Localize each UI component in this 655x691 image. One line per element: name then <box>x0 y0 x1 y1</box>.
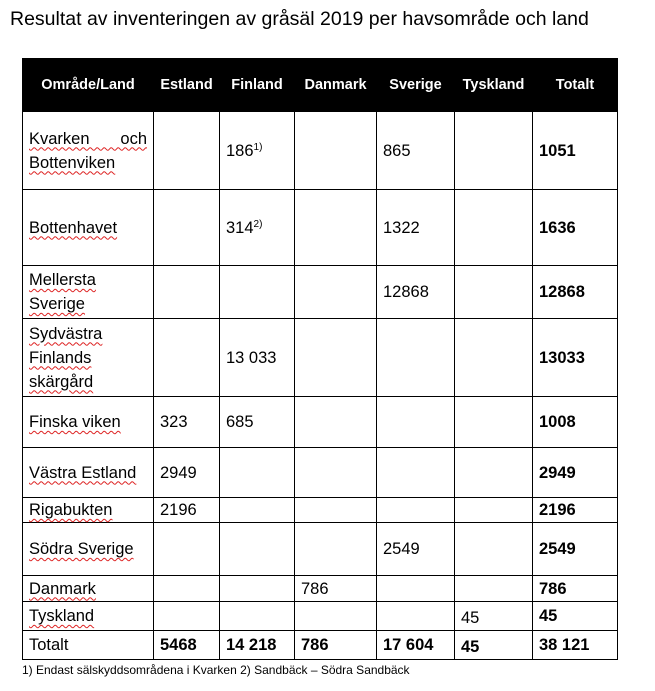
table-row <box>23 448 618 498</box>
page-title: Resultat av inventeringen av gråsäl 2019 per havsområde och land <box>10 8 589 30</box>
region-label: Bottenhavet <box>29 218 118 237</box>
estland-cell: 323 <box>154 397 220 448</box>
sverige-cell <box>377 397 455 448</box>
danmark-cell <box>295 190 377 266</box>
header-cell: Danmark <box>295 59 377 112</box>
sverige-cell: 2549 <box>377 523 455 576</box>
header-row <box>23 59 618 112</box>
sverige-cell <box>377 448 455 498</box>
estland-cell <box>154 523 220 576</box>
table-row <box>23 397 618 448</box>
tyskland-cell <box>455 319 533 397</box>
region-label: Mellersta Sverige <box>29 271 96 313</box>
danmark-cell <box>295 448 377 498</box>
footnote: 1) Endast sälskyddsområdena i Kvarken 2) Sandbäck – Södra Sandbäck <box>22 663 410 677</box>
table-row <box>23 498 618 523</box>
total-cell: 45 <box>533 602 618 631</box>
region-label: Södra Sverige <box>29 540 134 558</box>
finland-cell <box>220 523 295 576</box>
finland-cell: 13 033 <box>220 319 295 397</box>
total-cell: 13033 <box>533 319 618 397</box>
total-row <box>23 631 618 660</box>
finland-cell <box>220 576 295 602</box>
finland-cell <box>220 448 295 498</box>
region-label: Västra Estland <box>29 463 137 482</box>
danmark-cell: 786 <box>295 576 377 602</box>
finland-cell: 685 <box>220 397 295 448</box>
estland-cell: 2196 <box>154 498 220 523</box>
total-cell: 2196 <box>533 498 618 523</box>
sverige-cell <box>377 602 455 631</box>
region-cell <box>23 112 154 190</box>
region-label: Kvarken och Bottenviken <box>29 129 147 172</box>
region-cell <box>23 319 154 397</box>
total-cell: 1051 <box>533 112 618 190</box>
table-row <box>23 319 618 397</box>
sverige-cell: 12868 <box>377 266 455 319</box>
sverige-cell: 865 <box>377 112 455 190</box>
region-label: Danmark <box>29 579 96 598</box>
table-row <box>23 190 618 266</box>
table-row <box>23 266 618 319</box>
estland-cell <box>154 266 220 319</box>
estland-cell <box>154 112 220 190</box>
header-cell: Totalt <box>533 59 618 112</box>
table-row <box>23 523 618 576</box>
region-label: Sydvästra Finlands skärgård <box>29 324 103 391</box>
footnote-marker: 1) <box>253 141 263 153</box>
finland-cell <box>220 266 295 319</box>
finland-value: 186 <box>226 141 254 160</box>
total-cell: 1008 <box>533 397 618 448</box>
grand-total: 38 121 <box>533 631 618 660</box>
total-cell: 12868 <box>533 266 618 319</box>
total-cell: 786 <box>533 576 618 602</box>
tyskland-cell <box>455 448 533 498</box>
region-cell <box>23 523 154 576</box>
danmark-cell <box>295 498 377 523</box>
region-cell <box>23 190 154 266</box>
sverige-cell: 1322 <box>377 190 455 266</box>
header-cell: Område/Land <box>23 59 154 112</box>
inventory-table <box>22 58 618 660</box>
danmark-cell <box>295 602 377 631</box>
estland-cell <box>154 576 220 602</box>
danmark-cell <box>295 319 377 397</box>
tyskland-cell: 45 <box>455 602 533 631</box>
finland-cell <box>220 190 295 266</box>
total-label: Totalt <box>23 631 154 660</box>
region-cell <box>23 397 154 448</box>
sverige-cell <box>377 498 455 523</box>
estland-cell: 2949 <box>154 448 220 498</box>
region-cell <box>23 602 154 631</box>
danmark-total: 786 <box>295 631 377 660</box>
estland-cell <box>154 319 220 397</box>
tyskland-cell <box>455 190 533 266</box>
region-label: Tyskland <box>29 607 95 625</box>
header-cell: Tyskland <box>455 59 533 112</box>
footnote-marker: 2) <box>253 218 263 230</box>
tyskland-cell <box>455 266 533 319</box>
header-cell: Estland <box>154 59 220 112</box>
danmark-cell <box>295 266 377 319</box>
total-cell: 2949 <box>533 448 618 498</box>
finland-cell <box>220 112 295 190</box>
table-row <box>23 602 618 631</box>
tyskland-cell <box>455 576 533 602</box>
danmark-cell <box>295 397 377 448</box>
tyskland-cell <box>455 112 533 190</box>
sverige-cell <box>377 576 455 602</box>
tyskland-cell <box>455 397 533 448</box>
table-row <box>23 576 618 602</box>
tyskland-cell <box>455 498 533 523</box>
region-cell <box>23 266 154 319</box>
total-cell: 1636 <box>533 190 618 266</box>
danmark-cell <box>295 523 377 576</box>
finland-value: 314 <box>226 218 254 237</box>
region-label: Finska viken <box>29 413 121 431</box>
tyskland-total: 45 <box>455 631 533 660</box>
estland-cell <box>154 602 220 631</box>
sverige-cell <box>377 319 455 397</box>
table-row <box>23 112 618 190</box>
estland-total: 5468 <box>154 631 220 660</box>
region-cell <box>23 448 154 498</box>
total-cell: 2549 <box>533 523 618 576</box>
tyskland-cell <box>455 523 533 576</box>
header-cell: Finland <box>220 59 295 112</box>
sverige-total: 17 604 <box>377 631 455 660</box>
region-cell <box>23 576 154 602</box>
region-cell <box>23 498 154 523</box>
finland-cell <box>220 602 295 631</box>
finland-total: 14 218 <box>220 631 295 660</box>
region-label: Rigabukten <box>29 501 113 519</box>
estland-cell <box>154 190 220 266</box>
finland-cell <box>220 498 295 523</box>
header-cell: Sverige <box>377 59 455 112</box>
danmark-cell <box>295 112 377 190</box>
